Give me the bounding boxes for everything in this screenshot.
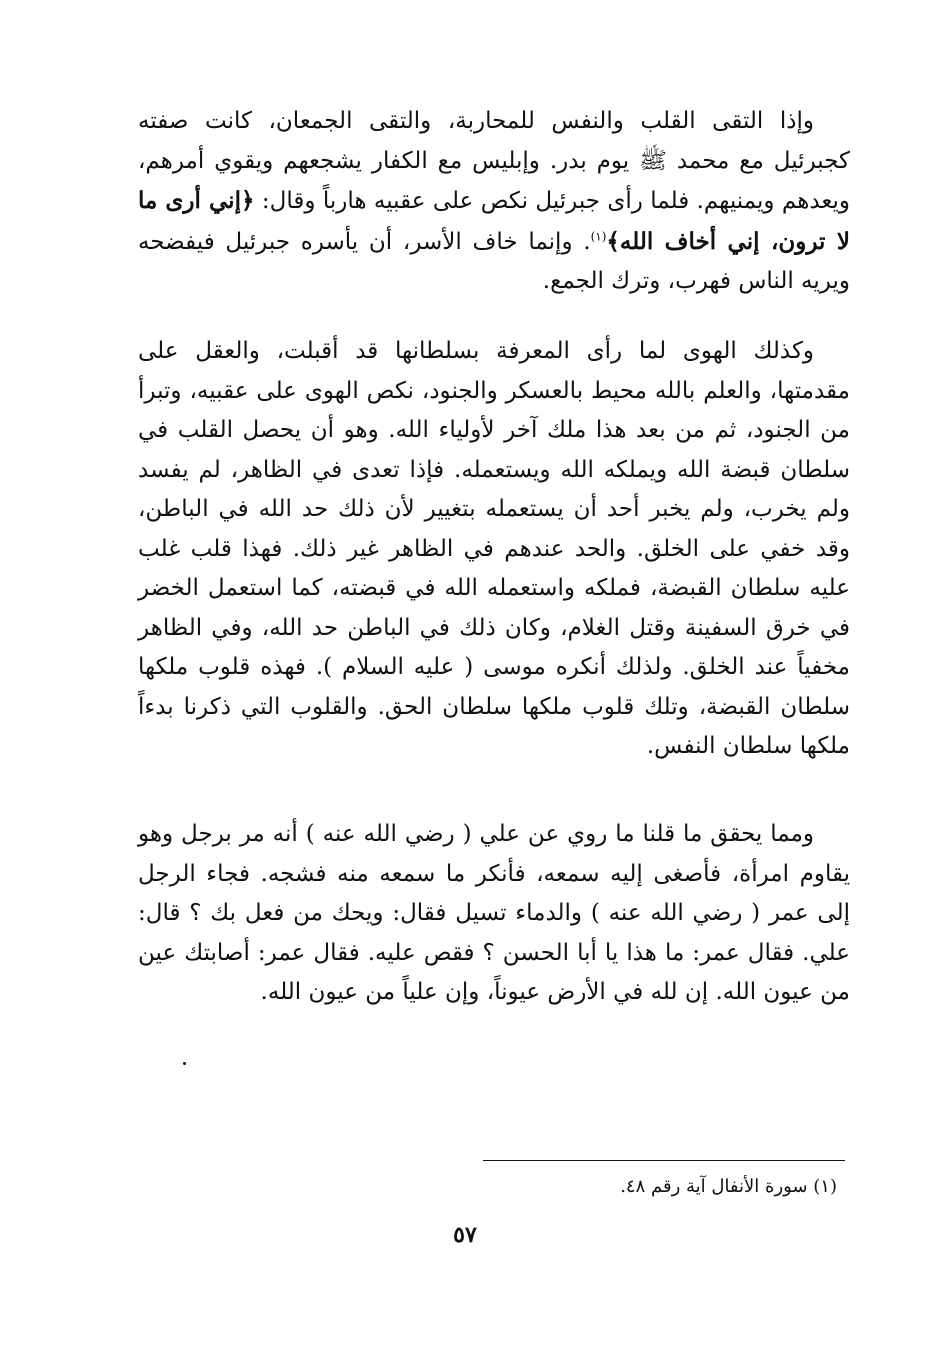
paragraph-3: [138, 815, 850, 1013]
paragraph-2: [138, 332, 850, 767]
paragraph-2-text: وكذلك الهوى لما رأى المعرفة بسلطانها قد أقبلت، والعقل على مقدمتها، والعلم بالله محيط بالعسكر والجنود، نكص الهوى على عقبيه، وتبرأ من الجنود، ثم من بعد هذا ملك آخر لأولياء الله. وهو أن يحصل القلب في سلطان قبضة الله ويملكه الله ويستعمله. فإذا تعدى في الظاهر، لم يفسد ولم يخرب، ولم يخبر أحد أن يستعمله بتغيير لأن ذلك حد الله في الباطن، وقد خفي على الخلق. والحد عندهم في الظاهر غير ذلك. فهذا قلب غلب عليه سلطان القبضة، فملكه واستعمله الله في قبضته، كما استعمل الخضر في خرق السفينة وقتل الغلام، وكان ذلك في الباطن حد الله، وفي الظاهر مخفياً عند الخلق. ولذلك أنكره موسى ( عليه السلام ). فهذه قلوب ملكها سلطان القبضة، وتلك قلوب ملكها سلطان الحق. والقلوب التي ذكرنا بدءاً ملكها سلطان النفس.: [138, 338, 850, 759]
paragraph-1-text-end: . وإنما خاف الأسر، أن يأسره جبرئيل فيفضحه ويريه الناس فهرب، وترك الجمع.: [138, 228, 850, 294]
paragraph-1-text-start: وإذا التقى القلب والنفس للمحاربة، والتقى الجمعان، كانت صفته كجبرئيل مع محمد ﷺ يوم بدر. وإبليس مع الكفار يشجعهم ويقوي أمرهم، ويعدهم ويمنيهم. فلما رأى جبرئيل نكص على عقبيه هارباً وقال:: [138, 108, 851, 214]
page-number: ٥٧: [453, 1222, 477, 1248]
footnote: (١) سورة الأنفال آية رقم ٤٨.: [620, 1176, 837, 1197]
stray-mark: [183, 1062, 186, 1065]
footnote-marker: (١): [590, 228, 607, 243]
quranic-quote: ﴿إني أرى ما لا ترون، إني أخاف الله﴾: [138, 187, 850, 255]
paragraph-3-text: ومما يحقق ما قلنا ما روي عن علي ( رضي الله عنه ) أنه مر برجل وهو يقاوم امرأة، فأصغى إليه سمعه، فأنكر ما سمعه منه فشجه. فجاء الرجل إلى عمر ( رضي الله عنه ) والدماء تسيل فقال: ويحك من فعل بك ؟ قال: علي. فقال عمر: ما هذا يا أبا الحسن ؟ فقص عليه. فقال عمر: أصابتك عين من عيون الله. إن لله في الأرض عيوناً، وإن علياً من عيون الله.: [138, 821, 850, 1005]
footnote-divider: [483, 1160, 845, 1161]
paragraph-1: [138, 102, 850, 302]
